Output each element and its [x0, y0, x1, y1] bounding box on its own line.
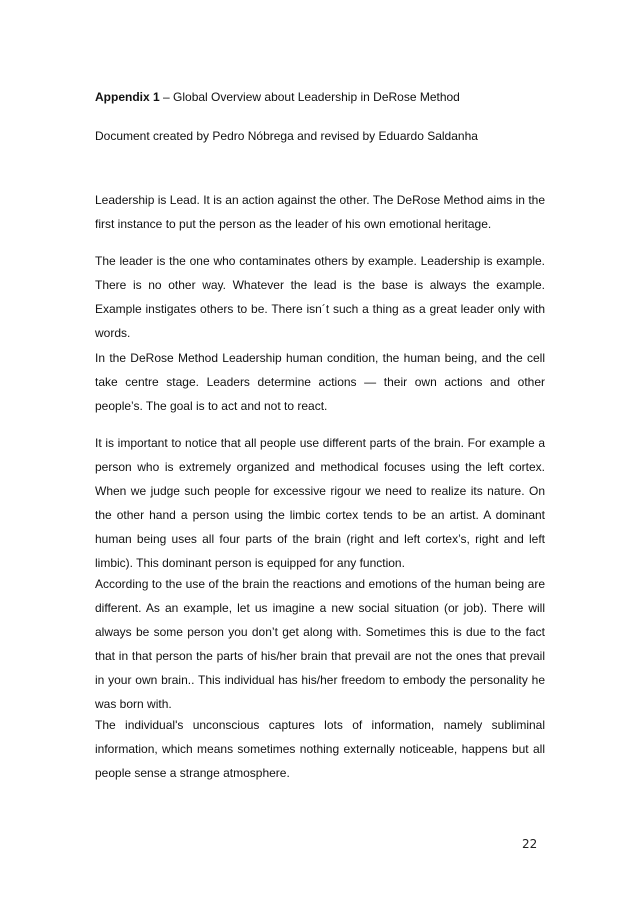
paragraph-6: The individual's unconscious captures lots of information, namely subliminal information, which means sometimes nothing externally noticeable, happens but all people sense a strange atmosphere.: [95, 718, 545, 780]
appendix-label: Appendix 1: [95, 90, 160, 104]
paragraph-1: Leadership is Lead. It is an action against the other. The DeRose Method aims in the first instance to put the person as the leader of his own emotional heritage.: [95, 193, 545, 231]
paragraph-4: It is important to notice that all people use different parts of the brain. For example a person who is extremely organized and methodical focuses using the left cortex. When we judge such people for excessive rigour we need to realize its nature. On the other hand a person using the limbic cortex tends to be an artist. A dominant human being uses all four parts of the brain (right and left cortex’s, right and left limbic). This dominant person is equipped for any function.: [95, 436, 545, 570]
paragraph-2: The leader is the one who contaminates others by example. Leadership is example. There is no other way. Whatever the lead is the base is always the example. Example instigates others to be. There isn´t such a thing as a great leader only with words.: [95, 254, 545, 340]
appendix-title: Global Overview about Leadership in DeRose Method: [173, 90, 460, 104]
page-number: 22: [522, 837, 538, 851]
appendix-separator: –: [159, 90, 174, 104]
paragraph-5: According to the use of the brain the reactions and emotions of the human being are different. As an example, let us imagine a new social situation (or job). There will always be some person you don’t get along with. Sometimes this is due to the fact that in that person the parts of his/her brain that prevail are not the ones that prevail in your own brain.. This individual has his/her freedom to embody the personality he was born with.: [95, 577, 545, 711]
document-byline: Document created by Pedro Nóbrega and revised by Eduardo Saldanha: [95, 129, 478, 143]
paragraph-3: In the DeRose Method Leadership human condition, the human being, and the cell take centre stage. Leaders determine actions — their own actions and other people’s. The goal is to act and not to react.: [95, 351, 545, 413]
appendix-heading: [95, 89, 555, 105]
